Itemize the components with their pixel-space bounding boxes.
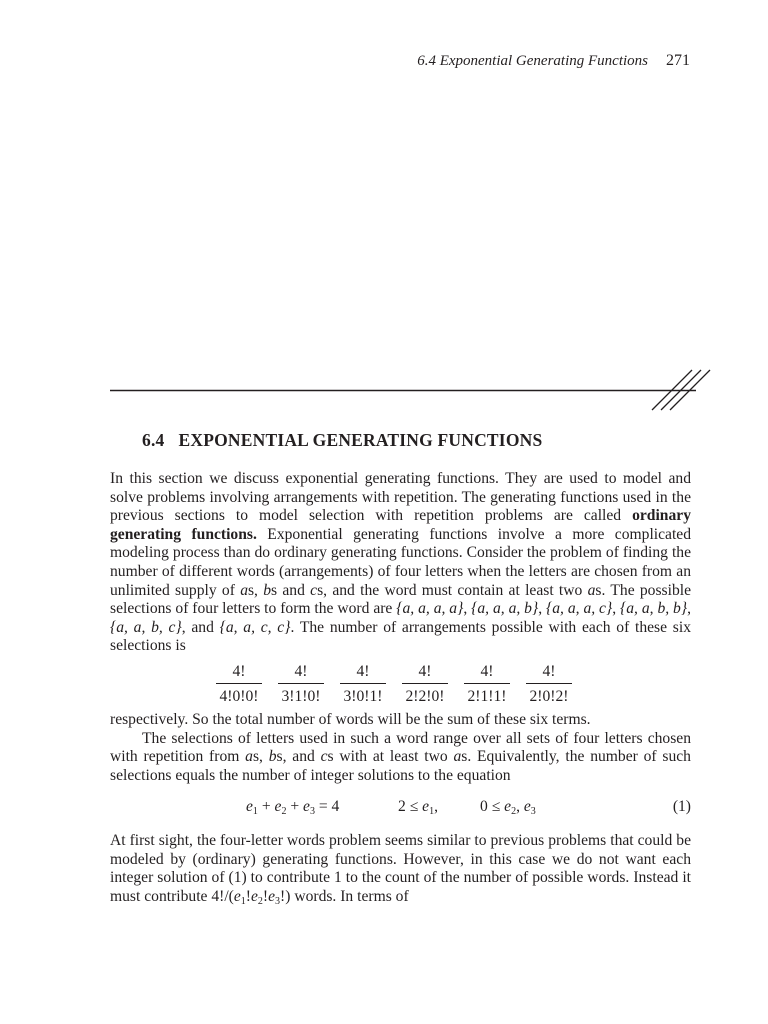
fraction bbox=[274, 662, 328, 706]
fraction-denominator: 2!1!1! bbox=[467, 688, 507, 705]
equation-1 bbox=[110, 798, 691, 818]
text-run: s, bbox=[252, 748, 269, 766]
section-number: 6.4 bbox=[142, 430, 165, 450]
var-e: e bbox=[268, 887, 276, 905]
fraction bbox=[336, 662, 390, 706]
fraction-bar bbox=[340, 683, 386, 684]
paragraph-first-sight bbox=[110, 832, 691, 911]
fraction-list bbox=[212, 662, 584, 706]
running-head bbox=[417, 52, 690, 70]
var-b: b bbox=[268, 748, 277, 766]
fraction-denominator: 3!1!0! bbox=[281, 688, 321, 705]
section-title: EXPONENTIAL GENERATING FUNCTIONS bbox=[178, 430, 543, 450]
paragraph-intro bbox=[110, 470, 691, 656]
equals-four: = 4 bbox=[314, 798, 340, 815]
subscript: 3 bbox=[309, 806, 315, 817]
comma: , bbox=[434, 798, 438, 815]
fraction-numerator: 4! bbox=[356, 663, 370, 680]
fraction-numerator: 4! bbox=[542, 663, 556, 680]
text-run: The selections of letters used in such a word range over all sets of four letters chosen with repetition from bbox=[110, 729, 691, 766]
equation-lhs bbox=[246, 798, 339, 817]
text-run: , bbox=[516, 798, 524, 815]
fraction-numerator: 4! bbox=[418, 663, 432, 680]
var-e: e bbox=[274, 798, 282, 815]
var-a: a bbox=[587, 581, 596, 599]
paragraph-selections-text bbox=[110, 730, 691, 786]
paragraph-first-sight-text bbox=[110, 832, 691, 911]
subscript: 2 bbox=[257, 895, 263, 907]
constraint-1 bbox=[398, 798, 438, 817]
fraction bbox=[212, 662, 266, 706]
text-run: , bbox=[538, 600, 547, 618]
plus-sign: + bbox=[257, 798, 275, 815]
var-e: e bbox=[246, 798, 253, 815]
text-run: 0 ≤ bbox=[480, 798, 505, 815]
var-e: e bbox=[233, 887, 241, 905]
var-c: c bbox=[310, 581, 318, 599]
fraction bbox=[460, 662, 514, 706]
section-rule-graphic bbox=[110, 366, 716, 414]
text-run: s. The possible selections of four letters to form the word are bbox=[110, 581, 691, 618]
fraction-numerator: 4! bbox=[294, 663, 308, 680]
selection-set: {a, a, c, c} bbox=[219, 618, 291, 636]
var-e: e bbox=[504, 798, 512, 815]
text-run: In this section we discuss exponential generating functions. They are used to model and solve problems involving arrangements with repetition. The generating functions used in the previous sections to model selection with repetition problems are called bbox=[110, 470, 691, 525]
text-run: , bbox=[612, 600, 621, 618]
selection-set: {a, a, b, c} bbox=[110, 618, 182, 636]
fraction-numerator: 4! bbox=[480, 663, 494, 680]
text-run: !) words. In terms of bbox=[280, 887, 409, 905]
subscript: 3 bbox=[275, 895, 281, 907]
section-rule bbox=[110, 366, 716, 414]
bold-term: ordinary generating functions. bbox=[110, 507, 691, 543]
text-run: 2 ≤ bbox=[398, 798, 423, 815]
fraction-bar bbox=[216, 683, 262, 684]
plus-sign: + bbox=[286, 798, 304, 815]
text-run: s, and bbox=[276, 748, 321, 766]
constraint-2 bbox=[480, 798, 536, 817]
subscript: 1 bbox=[240, 895, 246, 907]
var-e: e bbox=[250, 887, 258, 905]
text-run: ! bbox=[262, 887, 269, 905]
var-b: b bbox=[263, 581, 272, 599]
fraction-bar bbox=[278, 683, 324, 684]
subscript: 2 bbox=[281, 806, 287, 817]
selection-set: {a, a, a, a} bbox=[396, 600, 464, 618]
fraction-denominator: 3!0!1! bbox=[343, 688, 383, 705]
subscript: 2 bbox=[511, 806, 517, 817]
page-number: 271 bbox=[666, 52, 690, 69]
fraction bbox=[398, 662, 452, 706]
text-run: s, and the word must contain at least two bbox=[317, 581, 588, 599]
selection-set: {a, a, a, c} bbox=[546, 600, 613, 618]
fraction-denominator: 2!0!2! bbox=[529, 688, 569, 705]
fraction-denominator: 2!2!0! bbox=[405, 688, 445, 705]
selection-set: {a, a, a, b} bbox=[471, 600, 539, 618]
fraction bbox=[522, 662, 576, 706]
subscript: 1 bbox=[252, 806, 258, 817]
text-run: s. Equivalently, the number of such selections equals the number of integer solutions to the equation bbox=[110, 748, 691, 784]
text-run: s and bbox=[271, 581, 311, 599]
var-e: e bbox=[422, 798, 430, 815]
paragraph-intro-text bbox=[110, 470, 691, 656]
respectively-line: respectively. So the total number of words will be the sum of these six terms. bbox=[110, 711, 591, 728]
text-run: , bbox=[687, 600, 691, 618]
text-run: s with at least two bbox=[327, 748, 454, 766]
running-head-section: 6.4 Exponential Generating Functions bbox=[417, 53, 648, 69]
var-c: c bbox=[320, 748, 328, 766]
fraction-denominator: 4!0!0! bbox=[219, 688, 259, 705]
text-run: Exponential generating functions involve a more complicated modeling process than do ordinary generating functions. Consider the problem of finding the number of different words (arrangements) of four letters when the letters are chosen from an unlimited supply of bbox=[110, 525, 691, 599]
text-run: , bbox=[463, 600, 472, 618]
section-heading bbox=[142, 430, 542, 451]
text-run: , and bbox=[181, 618, 220, 636]
text-run: At first sight, the four-letter words problem seems similar to previous problems that could be modeled by (ordinary) generating functions. However, in this case we do not want each integer solution of (1) to contribute 1 to the count of the number of possible words. Instead it must contribute 4!/( bbox=[110, 832, 691, 905]
selection-set: {a, a, b, b} bbox=[620, 600, 688, 618]
fraction-bar bbox=[526, 683, 572, 684]
var-e: e bbox=[303, 798, 310, 815]
var-a: a bbox=[240, 581, 248, 599]
fraction-numerator: 4! bbox=[232, 663, 246, 680]
equation-number: (1) bbox=[672, 798, 691, 815]
fraction-bar bbox=[464, 683, 510, 684]
text-run: s, bbox=[247, 581, 264, 599]
paragraph-selections bbox=[110, 711, 691, 785]
var-a: a bbox=[453, 748, 462, 766]
var-a: a bbox=[245, 748, 253, 766]
subscript: 3 bbox=[530, 806, 536, 817]
fraction-bar bbox=[402, 683, 448, 684]
subscript: 1 bbox=[429, 806, 435, 817]
text-run: . The number of arrangements possible with each of these six selections is bbox=[110, 618, 691, 655]
text-run: ! bbox=[245, 887, 251, 905]
var-e: e bbox=[523, 798, 531, 815]
